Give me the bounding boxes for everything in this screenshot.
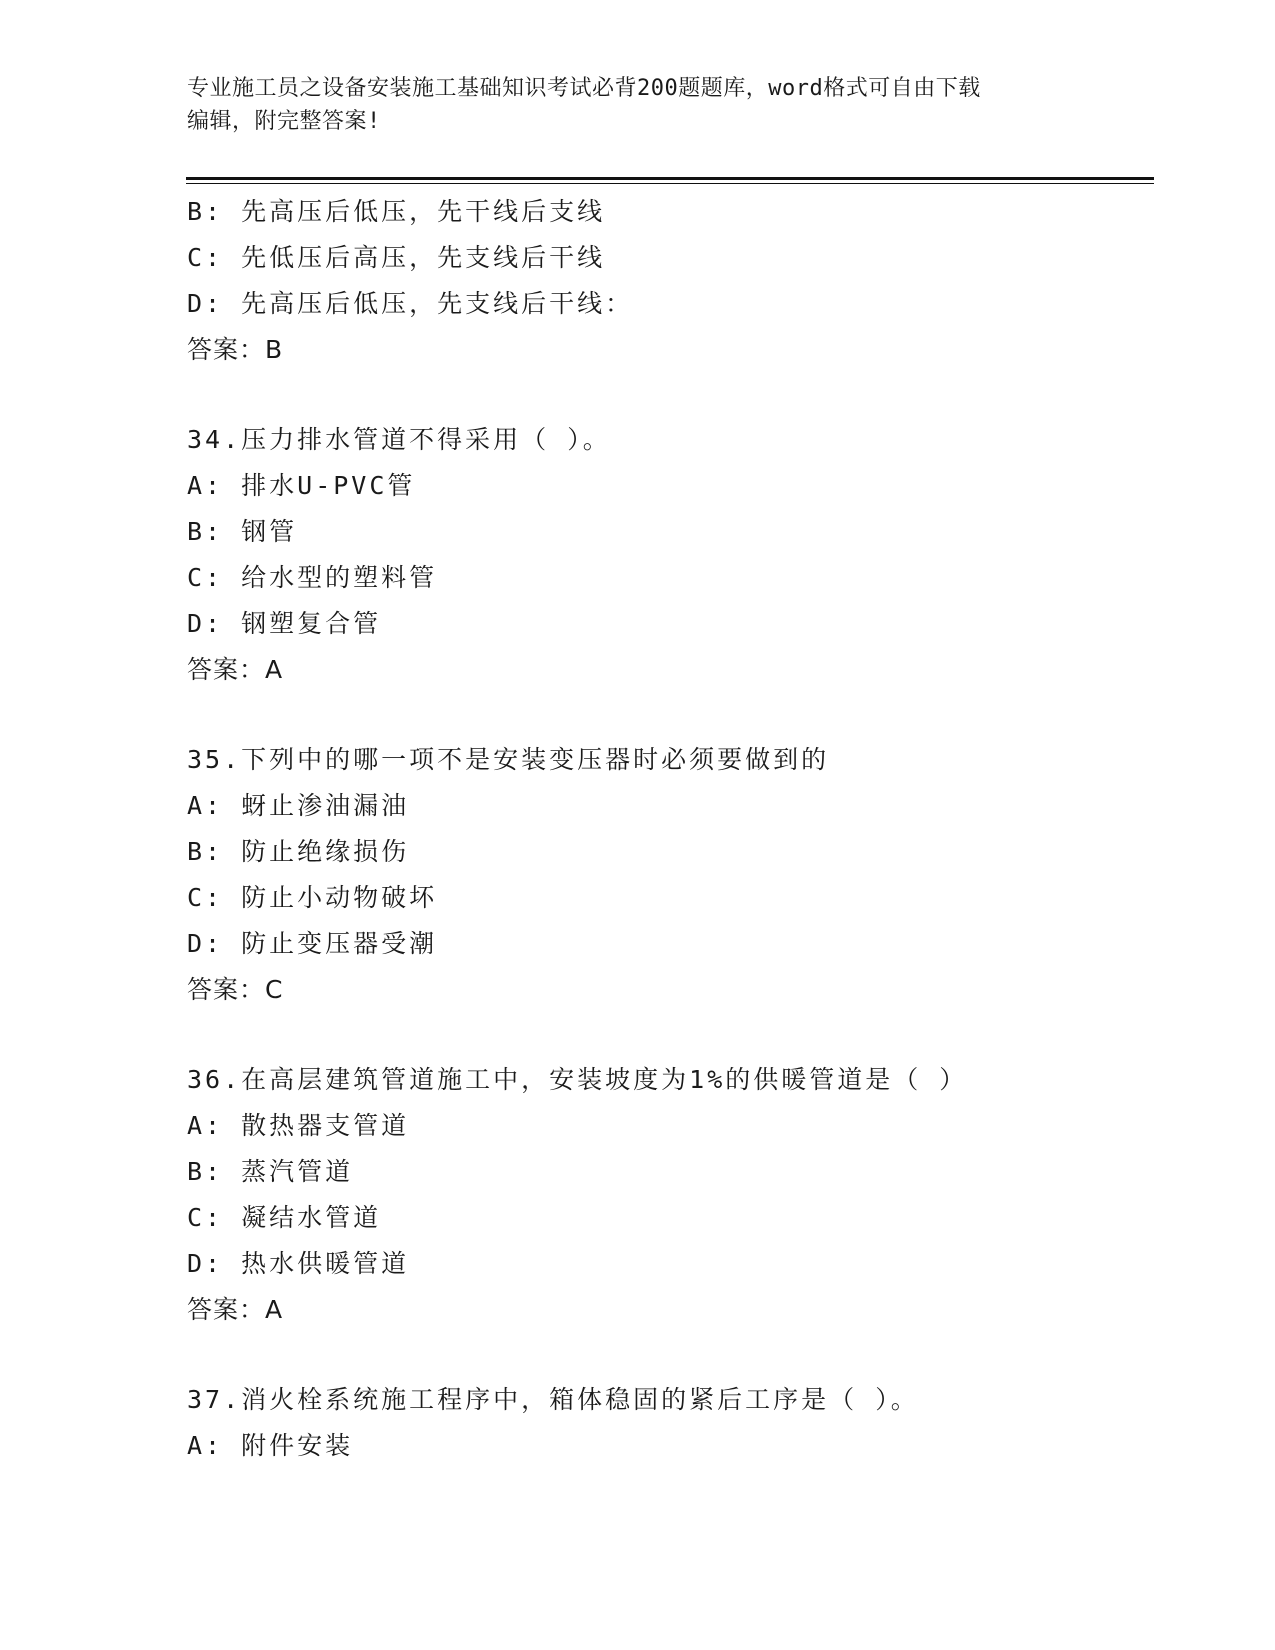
question-list (187, 189, 1147, 1469)
question-block-33 (187, 189, 1147, 373)
option-b: B: 防止绝缘损伤 (187, 837, 410, 866)
answer-line: 答案：C (187, 975, 284, 1004)
option-d: D: 防止变压器受潮 (187, 929, 438, 958)
option-c: C: 给水型的塑料管 (187, 563, 438, 592)
answer-line: 答案：A (187, 655, 284, 684)
option-d: D: 先高压后低压，先支线后干线： (187, 289, 634, 318)
document-header (187, 72, 1067, 138)
header-rule-thin (186, 183, 1154, 184)
question-title: 36.在高层建筑管道施工中，安装坡度为1%的供暖管道是（ ） (187, 1065, 968, 1094)
header-rule-thick (186, 177, 1154, 180)
header-line-1: 专业施工员之设备安装施工基础知识考试必背200题题库，word格式可自由下载 (187, 76, 981, 101)
option-a: A: 附件安装 (187, 1431, 354, 1460)
option-a: A: 蚜止渗油漏油 (187, 791, 410, 820)
option-c: C: 凝结水管道 (187, 1203, 382, 1232)
header-line-2: 编辑，附完整答案! (187, 109, 381, 134)
option-b: B: 钢管 (187, 517, 298, 546)
question-title: 37.消火栓系统施工程序中，箱体稳固的紧后工序是（ ）。 (187, 1385, 919, 1414)
answer-line: 答案：A (187, 1295, 284, 1324)
question-block-36 (187, 1057, 1147, 1333)
option-a: A: 排水U-PVC管 (187, 471, 416, 500)
option-d: D: 钢塑复合管 (187, 609, 382, 638)
question-title: 34.压力排水管道不得采用（ ）。 (187, 425, 611, 454)
option-b: B: 蒸汽管道 (187, 1157, 354, 1186)
option-a: A: 散热器支管道 (187, 1111, 410, 1140)
option-c: C: 先低压后高压，先支线后干线 (187, 243, 606, 272)
option-d: D: 热水供暖管道 (187, 1249, 410, 1278)
option-c: C: 防止小动物破坏 (187, 883, 438, 912)
question-block-37 (187, 1377, 1147, 1469)
question-block-34 (187, 417, 1147, 693)
question-title: 35.下列中的哪一项不是安装变压器时必须要做到的 (187, 745, 830, 774)
question-block-35 (187, 737, 1147, 1013)
answer-line: 答案：B (187, 335, 284, 364)
option-b: B: 先高压后低压，先干线后支线 (187, 197, 606, 226)
